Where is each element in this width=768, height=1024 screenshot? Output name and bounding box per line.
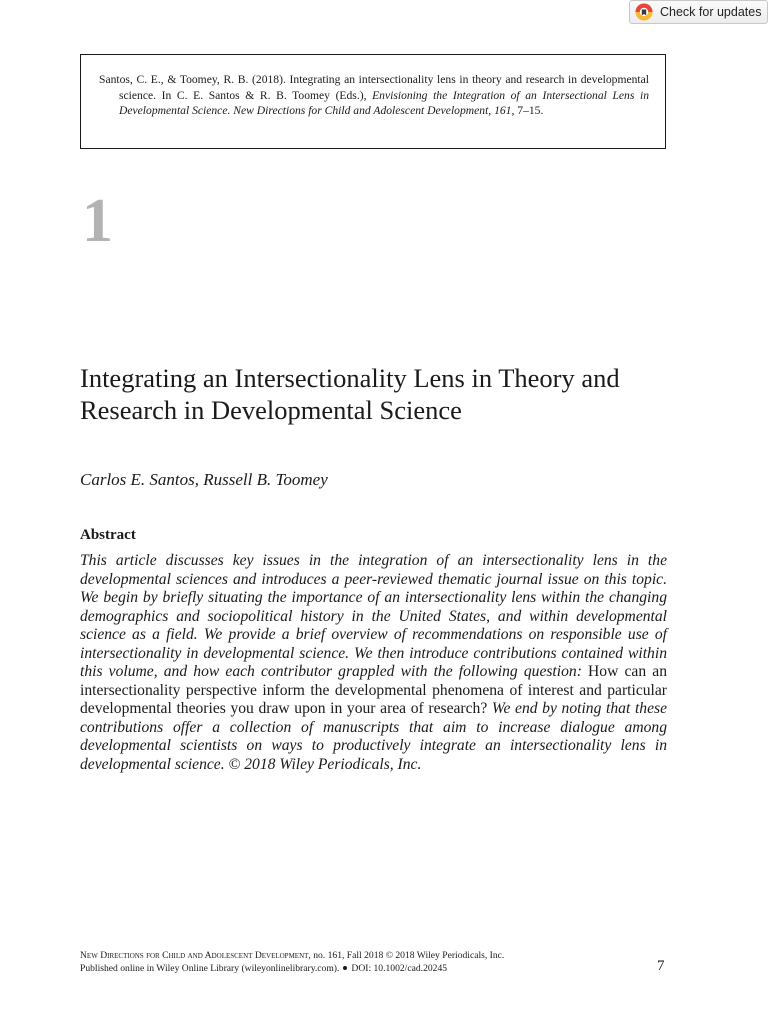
citation-box (80, 54, 666, 149)
article-title: Integrating an Intersectionality Lens in Theory and Research in Developmental Science (80, 363, 620, 425)
page-footer (80, 950, 670, 975)
page-number: 7 (657, 958, 665, 974)
crossmark-icon (635, 3, 653, 21)
authors: Carlos E. Santos, Russell B. Toomey (80, 470, 328, 489)
footer-doi: DOI: 10.1002/cad.20245 (351, 962, 448, 974)
check-for-updates-button[interactable] (629, 0, 768, 24)
abstract-body (80, 552, 667, 774)
chapter-number: 1 (82, 187, 113, 255)
citation-text (99, 72, 649, 119)
citation-italic: Envisioning the Integration of an Intersectional Lens in Developmental Science. New Directions for Child and Adolescent Development, 161, (119, 88, 649, 117)
citation-pages: 7–15. (514, 104, 544, 117)
footer-published: Published online in Wiley Online Library (wileyonlinelibrary.com). (80, 962, 340, 974)
abstract-heading: Abstract (80, 527, 136, 543)
footer-line-1 (80, 950, 670, 963)
abstract-question: How can an intersectionality perspective inform the developmental phenomena of interest and particular developmental theories you draw upon in your area of research? (80, 663, 667, 717)
check-for-updates-label: Check for updates (660, 5, 762, 19)
bullet-icon (343, 966, 347, 970)
footer-line-2 (80, 963, 670, 976)
abstract-part2: We end by noting that these contributions offer a collection of manuscripts that aim to increase dialogue among developmental scientists on ways to productively integrate an intersectionality lens in developmental science. © 2018 Wiley Periodicals, Inc. (80, 700, 667, 773)
footer-journal: New Directions for Child and Adolescent Development (80, 950, 309, 961)
abstract-part1: This article discusses key issues in the integration of an intersectionality lens in the developmental sciences and introduces a peer-reviewed thematic journal issue on this topic. We begin by briefly situating the importance of an intersectionality lens within the changing demographics and sociopolitical history in the United States, and within developmental science as a field. We provide a brief overview of recommendations on responsible use of intersectionality in developmental science. We then introduce contributions contained within this volume, and how each contributor grappled with the following question: (80, 552, 667, 680)
citation-plain: Santos, C. E., & Toomey, R. B. (2018). Integrating an intersectionality lens in theory and research in developmental science. In C. E. Santos & R. B. Toomey (Eds.), (99, 73, 649, 102)
footer-issue: , no. 161, Fall 2018 © 2018 Wiley Periodicals, Inc. (308, 950, 505, 961)
